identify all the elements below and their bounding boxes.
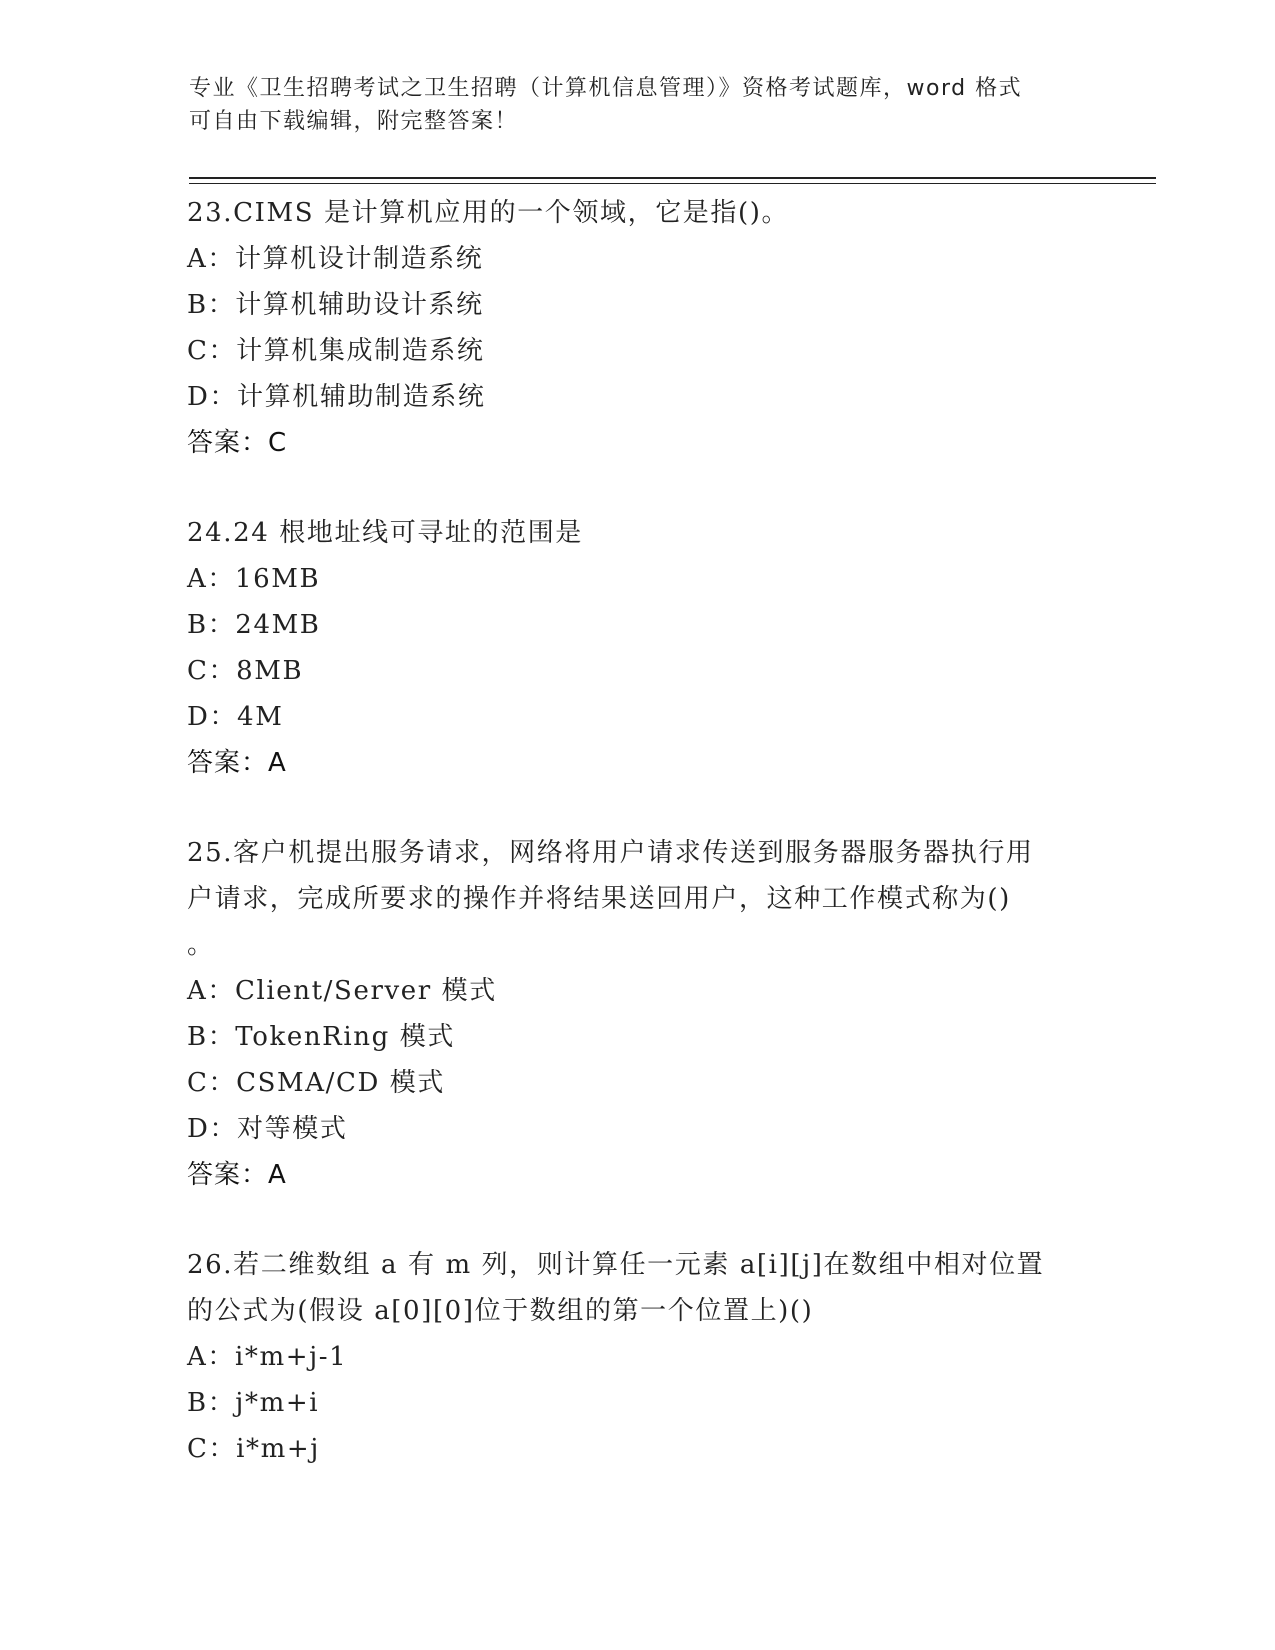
answer: 答案：A <box>187 748 287 778</box>
question-23 <box>187 190 1087 466</box>
answer: 答案：A <box>187 1160 287 1190</box>
header-line-2: 可自由下载编辑，附完整答案！ <box>189 109 519 134</box>
option-b: B：计算机辅助设计系统 <box>187 290 484 320</box>
question-24 <box>187 510 1087 786</box>
question-text-line-2: 户请求，完成所要求的操作并将结果送回用户，这种工作模式称为() <box>187 884 1011 914</box>
question-26 <box>187 1242 1087 1472</box>
question-text-line-2: 的公式为(假设 a[0][0]位于数组的第一个位置上)() <box>187 1296 814 1326</box>
option-a: A：16MB <box>187 564 321 594</box>
question-25 <box>187 830 1087 1198</box>
option-a: A：i*m+j-1 <box>187 1342 348 1372</box>
header-divider-thick <box>189 177 1156 179</box>
question-list <box>187 190 1087 1472</box>
option-c: C：i*m+j <box>187 1434 320 1464</box>
option-c: C：CSMA/CD 模式 <box>187 1068 445 1098</box>
header-line-1: 专业《卫生招聘考试之卫生招聘（计算机信息管理）》资格考试题库，word 格式 <box>189 76 1023 101</box>
option-c: C：8MB <box>187 656 304 686</box>
question-text: 23.CIMS 是计算机应用的一个领域，它是指()。 <box>187 198 790 228</box>
option-b: B：24MB <box>187 610 321 640</box>
question-text: 24.24 根地址线可寻址的范围是 <box>187 518 583 548</box>
option-a: A：计算机设计制造系统 <box>187 244 484 274</box>
answer: 答案：C <box>187 428 288 458</box>
question-text-line-1: 26.若二维数组 a 有 m 列，则计算任一元素 a[i][j]在数组中相对位置 <box>187 1250 1045 1280</box>
question-text-line-3: 。 <box>187 930 215 960</box>
question-text-line-1: 25.客户机提出服务请求，网络将用户请求传送到服务器服务器执行用 <box>187 838 1034 868</box>
option-b: B：j*m+i <box>187 1388 320 1418</box>
document-header <box>189 72 1089 138</box>
option-b: B：TokenRing 模式 <box>187 1022 455 1052</box>
option-a: A：Client/Server 模式 <box>187 976 497 1006</box>
option-d: D：对等模式 <box>187 1114 348 1144</box>
option-c: C：计算机集成制造系统 <box>187 336 485 366</box>
header-divider-thin <box>189 183 1156 184</box>
option-d: D：计算机辅助制造系统 <box>187 382 486 412</box>
option-d: D：4M <box>187 702 284 732</box>
